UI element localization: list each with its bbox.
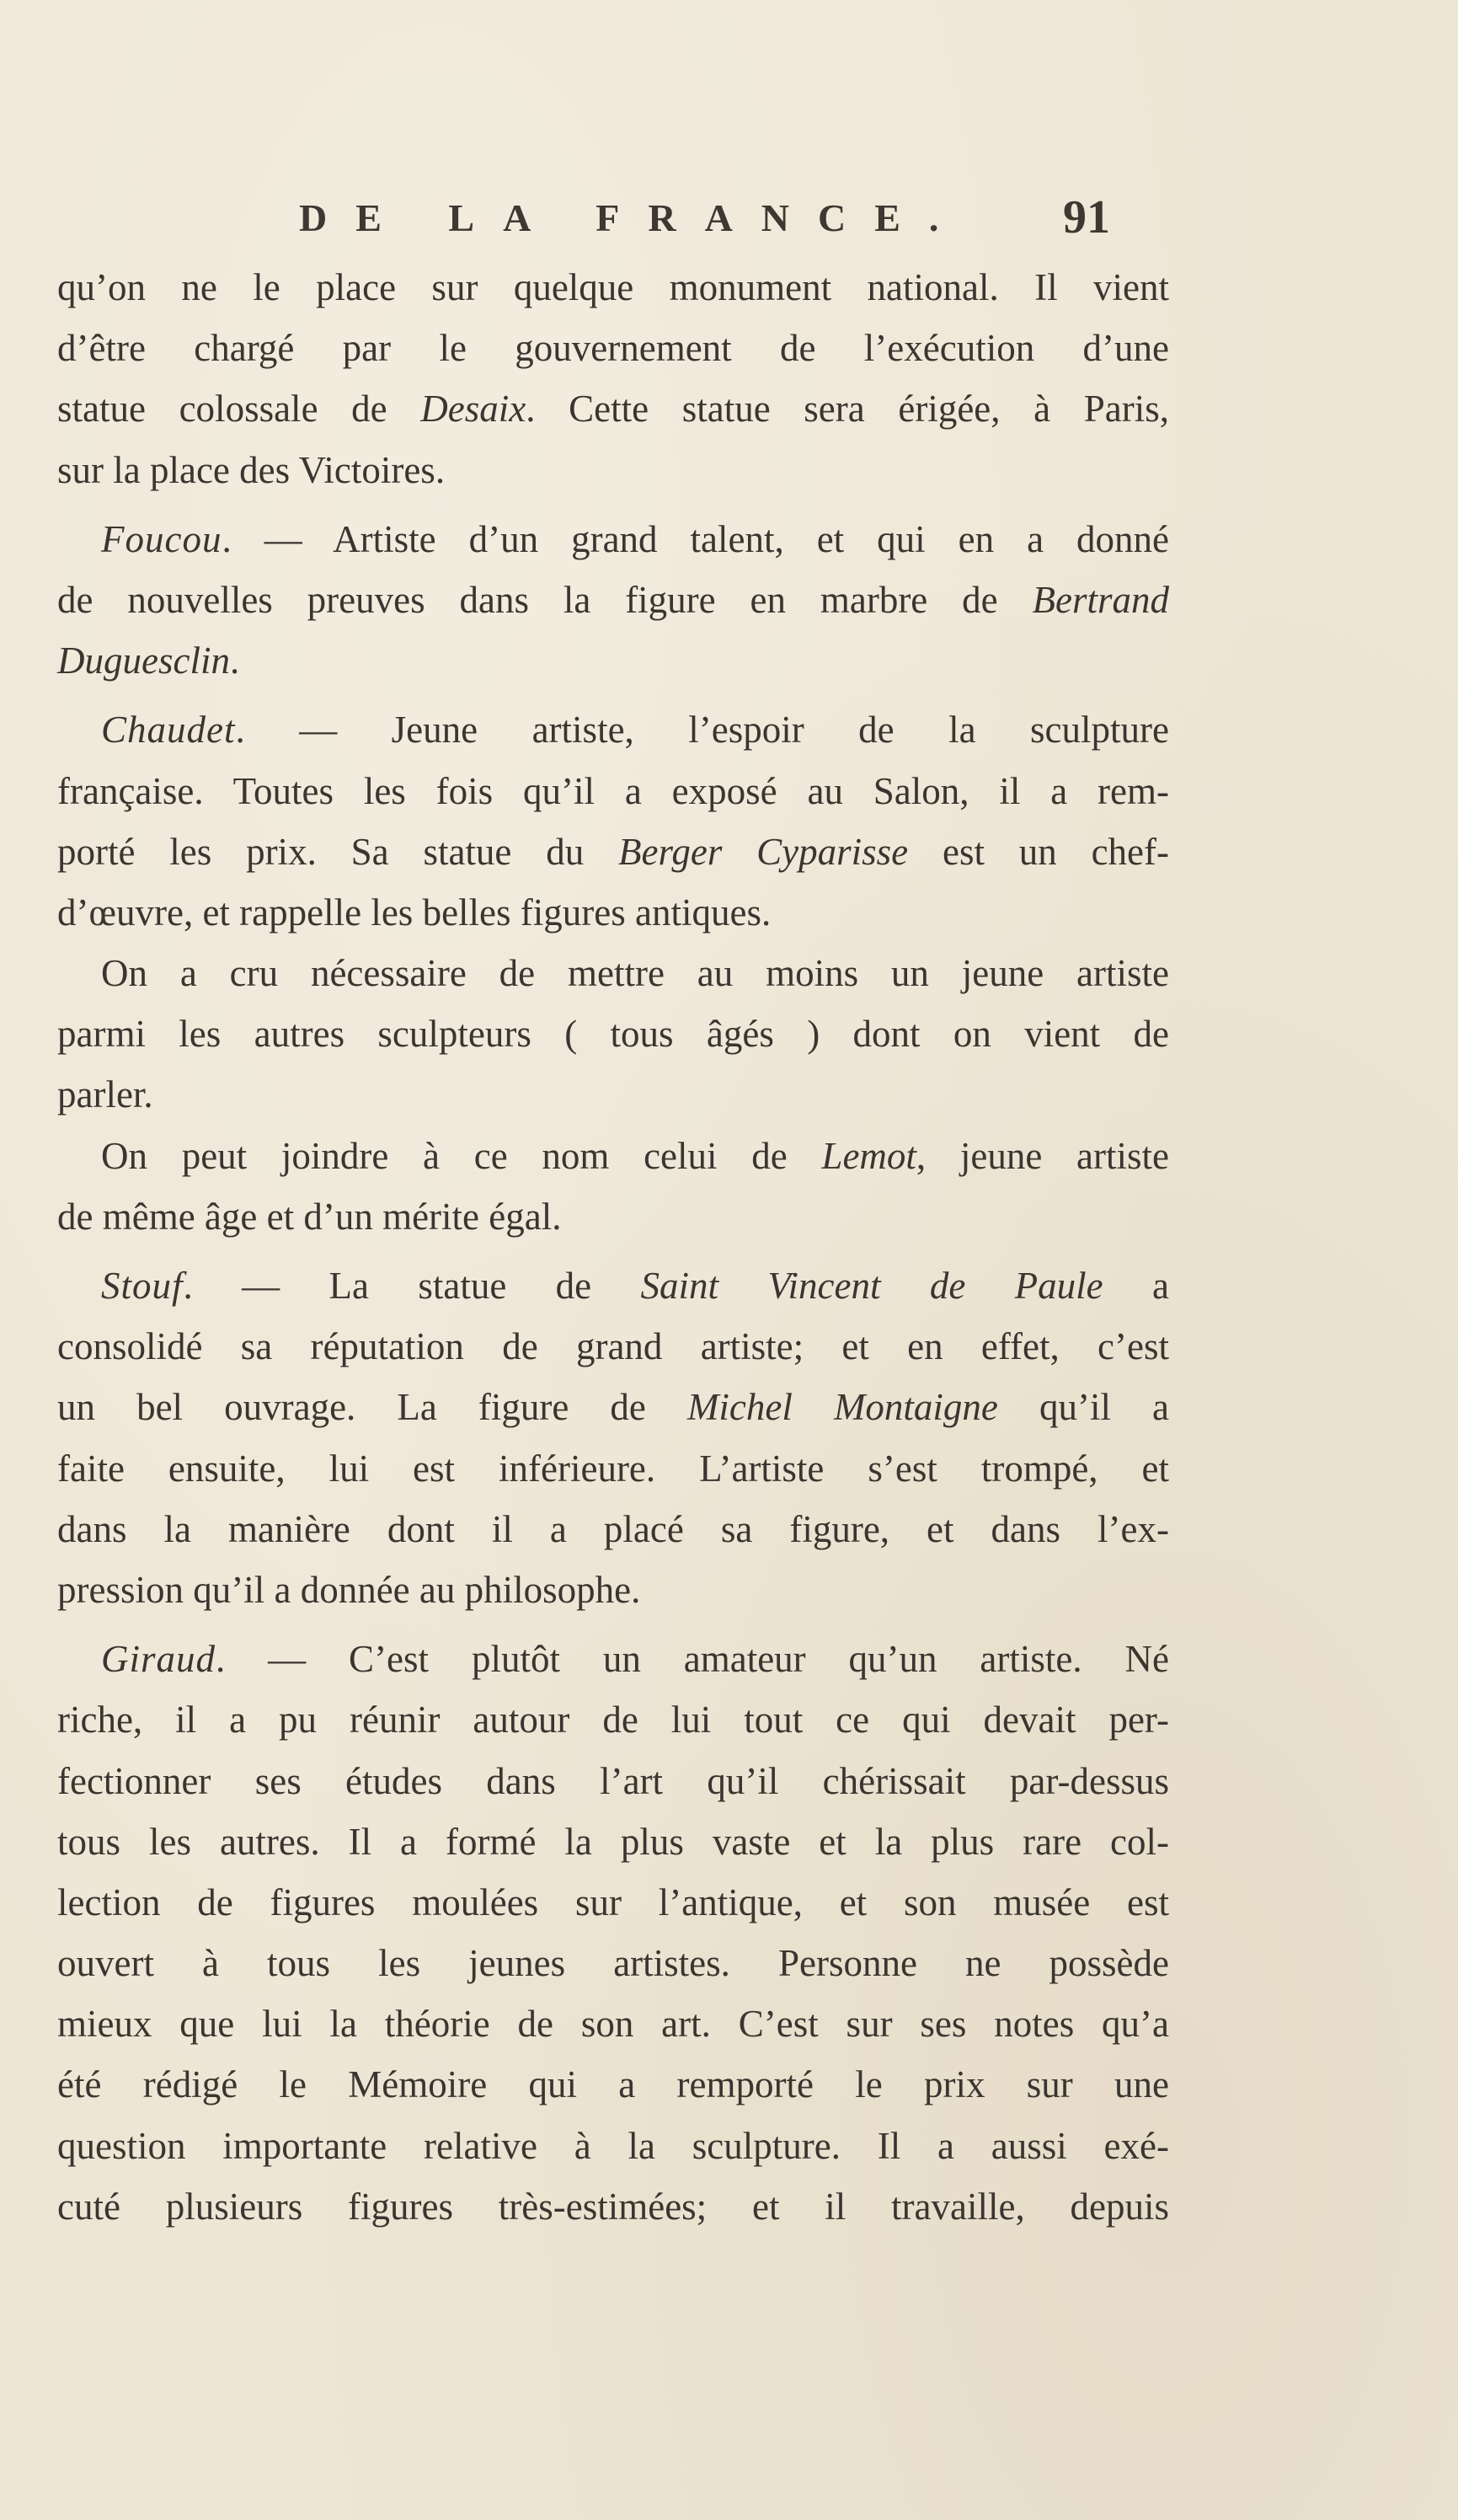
body-text — [57, 257, 1169, 2237]
text-line: mieux que lui la théorie de son art. C’est sur ses notes qu’a — [57, 2003, 1169, 2046]
text-run: . — Jeune artiste, l’espoir de la sculpture — [235, 709, 1169, 752]
text-line: de même âge et d’un mérite égal. — [57, 1195, 562, 1238]
work-name: Duguesclin — [57, 639, 230, 682]
text-line: On a cru nécessaire de mettre au moins un jeune artiste — [101, 952, 1169, 995]
text-run: qu’il a — [997, 1386, 1169, 1429]
text-line: faite ensuite, lui est inférieure. L’artiste s’est trompé, et — [57, 1447, 1169, 1490]
paragraph-giraud — [57, 1629, 1169, 2237]
text-run: . — La statue de — [183, 1265, 641, 1307]
text-line: parler. — [57, 1073, 153, 1116]
text-line: été rédigé le Mémoire qui a remporté le prix sur une — [57, 2063, 1169, 2106]
page-number: 91 — [1063, 191, 1110, 243]
text-line: riche, il a pu réunir autour de lui tout ce qui devait per- — [57, 1699, 1169, 1742]
text-line — [57, 378, 1169, 439]
text-line — [57, 821, 1169, 882]
text-run: . — C’est plutôt un amateur qu’un artiste. Né — [216, 1638, 1169, 1681]
artist-name: Lemot — [821, 1134, 916, 1177]
paragraph-lemot — [57, 1126, 1169, 1247]
artist-name: Chaudet — [101, 709, 236, 752]
page-header — [0, 191, 1458, 263]
text-line: qu’on ne le place sur quelque monument national. Il vient — [57, 266, 1169, 308]
text-run: est un chef- — [908, 830, 1170, 873]
text-line — [57, 699, 1169, 760]
text-run: statue colossale de — [57, 388, 421, 431]
text-run: a — [1103, 1265, 1169, 1307]
text-run: . — [229, 639, 240, 682]
text-line — [57, 1377, 1169, 1437]
text-line — [57, 1629, 1169, 1689]
text-line: française. Toutes les fois qu’il a exposé au Salon, il a rem- — [57, 769, 1169, 812]
text-line: consolidé sa réputation de grand artiste; et en effet, c’est — [57, 1325, 1169, 1368]
text-line — [57, 1255, 1169, 1316]
work-name: Saint Vincent de Paule — [640, 1265, 1103, 1307]
artist-name: Stouf — [101, 1265, 184, 1307]
work-name: Berger Cyparisse — [618, 830, 909, 873]
text-line: question importante relative à la sculpture. Il a aussi exé- — [57, 2124, 1169, 2167]
paragraph-foucou — [57, 509, 1169, 692]
paragraph-young-artist — [57, 943, 1169, 1126]
text-run: porté les prix. Sa statue du — [57, 830, 619, 873]
text-line: d’œuvre, et rappelle les belles figures antiques. — [57, 891, 772, 934]
text-run: , jeune artiste — [916, 1134, 1169, 1177]
paragraph-desaix — [57, 257, 1169, 500]
paragraph-stouf — [57, 1255, 1169, 1620]
text-line — [57, 570, 1169, 630]
text-run: On peut joindre à ce nom celui de — [101, 1134, 822, 1177]
running-title: DE LA FRANCE. — [299, 196, 968, 239]
work-name: Michel Montaigne — [686, 1386, 998, 1429]
text-line: tous les autres. Il a formé la plus vaste et la plus rare col- — [57, 1820, 1169, 1863]
text-line: fectionner ses études dans l’art qu’il chérissait par-dessus — [57, 1759, 1169, 1802]
text-line: cuté plusieurs figures très-estimées; et il travaille, depuis — [57, 2185, 1169, 2228]
artist-name: Foucou — [101, 517, 222, 560]
artist-name: Giraud — [101, 1638, 216, 1681]
text-line: ouvert à tous les jeunes artistes. Personne ne possède — [57, 1942, 1169, 1985]
work-name: Desaix — [420, 388, 526, 431]
text-line: d’être chargé par le gouvernement de l’exécution d’une — [57, 327, 1169, 370]
text-line — [57, 630, 1169, 691]
text-line: parmi les autres sculpteurs ( tous âgés ) dont on vient de — [57, 1013, 1169, 1056]
text-run: . — Artiste d’un grand talent, et qui en a donné — [222, 517, 1169, 560]
text-line: dans la manière dont il a placé sa figure, et dans l’ex- — [57, 1507, 1169, 1550]
text-run: . Cette statue sera érigée, à Paris, — [526, 388, 1169, 431]
work-name: Bertrand — [1032, 578, 1169, 621]
text-run: de nouvelles preuves dans la figure en marbre de — [57, 578, 1033, 621]
text-line — [57, 509, 1169, 570]
text-line: lection de figures moulées sur l’antique, et son musée est — [57, 1881, 1169, 1923]
text-line: sur la place des Victoires. — [57, 448, 446, 491]
text-run: un bel ouvrage. La figure de — [57, 1386, 687, 1429]
text-line: pression qu’il a donnée au philosophe. — [57, 1568, 641, 1611]
text-line — [57, 1126, 1169, 1186]
paragraph-chaudet — [57, 699, 1169, 943]
